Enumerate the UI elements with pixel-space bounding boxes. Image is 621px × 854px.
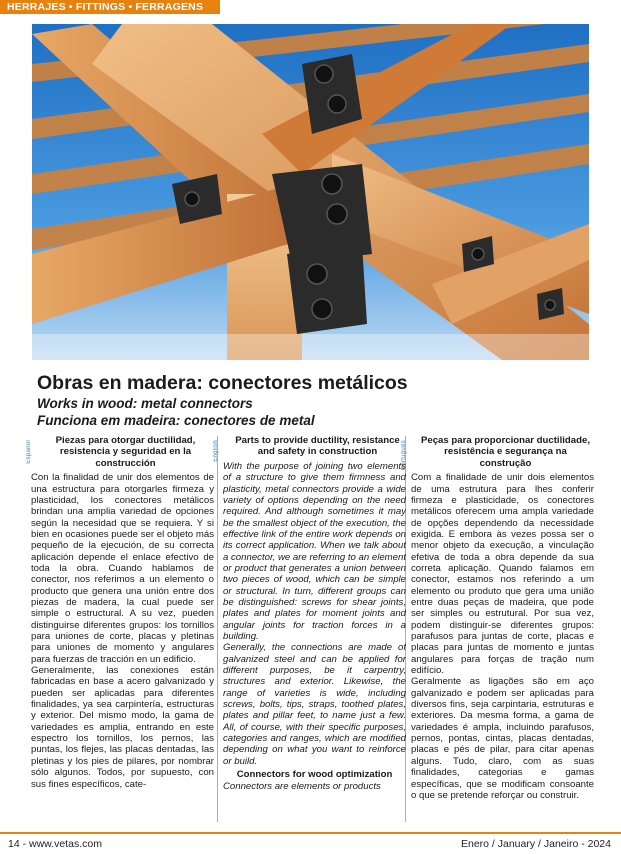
spanish-column: [31, 435, 214, 825]
footer-issue-date: Enero / January / Janeiro - 2024: [460, 838, 611, 850]
column-heading: Piezas para otorgar ductilidad, resistencia y seguridad en la construcción: [55, 435, 196, 469]
wood-connector-illustration: [32, 24, 589, 360]
paragraph: Geralmente as ligações são em aço galvanizado e podem ser aplicadas para diversos fins, seja carpintaria, estruturas e exteriores. Da mesma forma, a gama de variedades é ampla, incluindo parafusos, pernos, pontas, cintas, placas dentadas, placas e pés de pilar, para citar apenas alguns. Tudo, claro, com as suas finalidades, categorias e gamas específicas, que se modificam consoante o que se pretende reforçar ou construir.: [411, 676, 594, 801]
paragraph: Con la finalidad de unir dos elementos de una estructura para otorgarles firmeza y plasticidad, los conectores metálicos brindan una amplia variedad de opciones según la necesidad que se requiera. Y si bien en ocasiones puede ser el objeto más pequeño de la ejecución, de su correcta aplicación depende el enlace efectivo de toda la obra. Cuando hablamos de conector, nos referimos a un elemento o producto que genera una unión entre dos piezas de madera, la cual puede ser simple o estructural. A su vez, pueden distinguirse diferentes grupos: los tornillos para uniones de corte, placas y pletinas para uniones de momento y angulares para fuerzas de tracción en un edificio.: [31, 472, 214, 665]
english-column: [223, 435, 406, 825]
paragraph: Generalmente, las conexiones están fabricadas en base a acero galvanizado y pueden ser aplicadas para diferentes finalidades, ya sea carpintería, estructuras y exterior. Del mismo modo, la gama de variedades es amplia, entrando en este espectro los tornillos, los pernos, las puntas, los flejes, las placas dentadas, las pletinas y los pies de pilares, por nombrar sólo algunos. Todos, por supuesto, con sus fines específicos, cate-: [31, 665, 214, 790]
portuguese-column: [411, 435, 594, 825]
section-tab: HERRAJES • FITTINGS • FERRAGENS: [0, 0, 220, 14]
column-heading: Peças para proporcionar ductilidade, resistência e segurança na construção: [420, 435, 590, 469]
article-title: Obras en madera: conectores metálicos: [37, 372, 408, 394]
paragraph: With the purpose of joining two elements of a structure to give them firmness and plasticity, metal connectors provide a wide variety of options depending on the need required. And although sometimes it may be the smallest object of the execution, the effective link of the entire work depends on its correct application. When we talk about a connector, we are referring to an element or product that generates a union between two pieces of wood, which can be simple or structural. In turn, different groups can be distinguished: screws for shear joints, plates and plates for moment joints and angular joints for traction forces in a building.: [223, 460, 406, 642]
paragraph: Com a finalidade de unir dois elementos de uma estrutura para lhes conferir firmeza e plasticidade, os conectores metálicos oferecem uma ampla variedade de opções dependendo da necessidade exigida. E embora às vezes possa ser o menor objeto da execução, a vinculação efetiva de toda a obra depende da sua correta aplicação. Quando falamos em conector, estamos nos referindo a um elemento ou produto que gera uma união entre duas peças de madeira, que pode ser simples ou estrutural. Por sua vez, podem distinguir-se diferentes grupos: parafusos para juntas de corte, placas e placas para juntas de momento e juntas angulares para forças de tração num edifício.: [411, 472, 594, 677]
article-subtitle-english: Works in wood: metal connectors: [37, 396, 253, 411]
footer-page-number: 14 - www.vetas.com: [8, 838, 102, 850]
language-tag-spanish: Español: [26, 440, 32, 464]
footer-rule: [0, 832, 621, 834]
language-tag-english: English: [213, 440, 219, 462]
hero-photo: [32, 24, 589, 360]
language-tag-portuguese: Português: [401, 440, 407, 471]
paragraph: Generally, the connections are made of galvanized steel and can be applied for different purposes, be it carpentry, structures and exterior. Likewise, the range of varieties is wide, including screws, bolts, tips, straps, toothed plates, plates and pillar feet, to name just a few. All, of course, with their specific purposes, categories and ranges, which are modified depending on what you want to reinforce or build.: [223, 642, 406, 767]
paragraph: Connectors are elements or products: [223, 780, 381, 792]
article-subtitle-portuguese: Funciona em madeira: conectores de metal: [37, 413, 315, 428]
column-heading: Parts to provide ductility, resistance and safety in construction: [235, 435, 400, 458]
column-divider: [217, 436, 218, 822]
section-subheading: Connectors for wood optimization: [236, 769, 393, 781]
